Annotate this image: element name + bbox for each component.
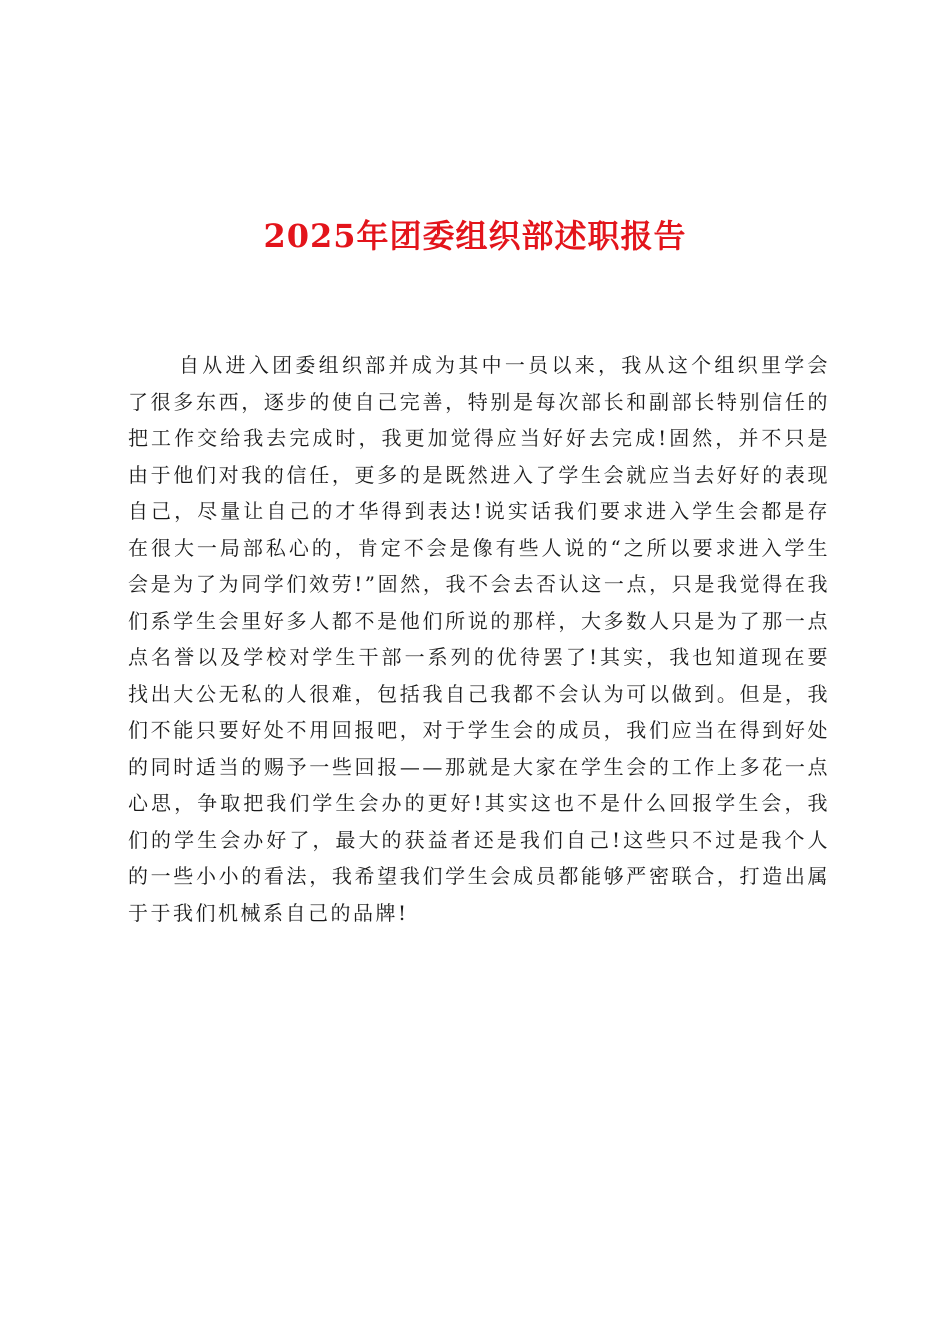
document-title: 2025年团委组织部述职报告 bbox=[263, 217, 687, 255]
body-paragraph: 自从进入团委组织部并成为其中一员以来，我从这个组织里学会了很多东西，逐步的使自己完善，特别是每次部长和副部长特别信任的把工作交给我去完成时，我更加觉得应当好好去完成!固然，并不只是由于他们对我的信任，更多的是既然进入了学生会就应当去好好的表现自己，尽量让自己的才华得到表达!说实话我们要求进入学生会都是存在很大一局部私心的，肯定不会是像有些人说的“之所以要求进入学生会是为了为同学们效劳!”固然，我不会去否认这一点，只是我觉得在我们系学生会里好多人都不是他们所说的那样，大多数人只是为了那一点点名誉以及学校对学生干部一系列的优待罢了!其实，我也知道现在要找出大公无私的人很难，包括我自己我都不会认为可以做到。但是，我们不能只要好处不用回报吧，对于学生会的成员，我们应当在得到好处的同时适当的赐予一些回报——那就是大家在学生会的工作上多花一点心思，争取把我们学生会办的更好!其实这也不是什么回报学生会，我们的学生会办好了，最大的获益者还是我们自己!这些只不过是我个人的一些小小的看法，我希望我们学生会成员都能够严密联合，打造出属于于我们机械系自己的品牌! bbox=[128, 353, 830, 925]
